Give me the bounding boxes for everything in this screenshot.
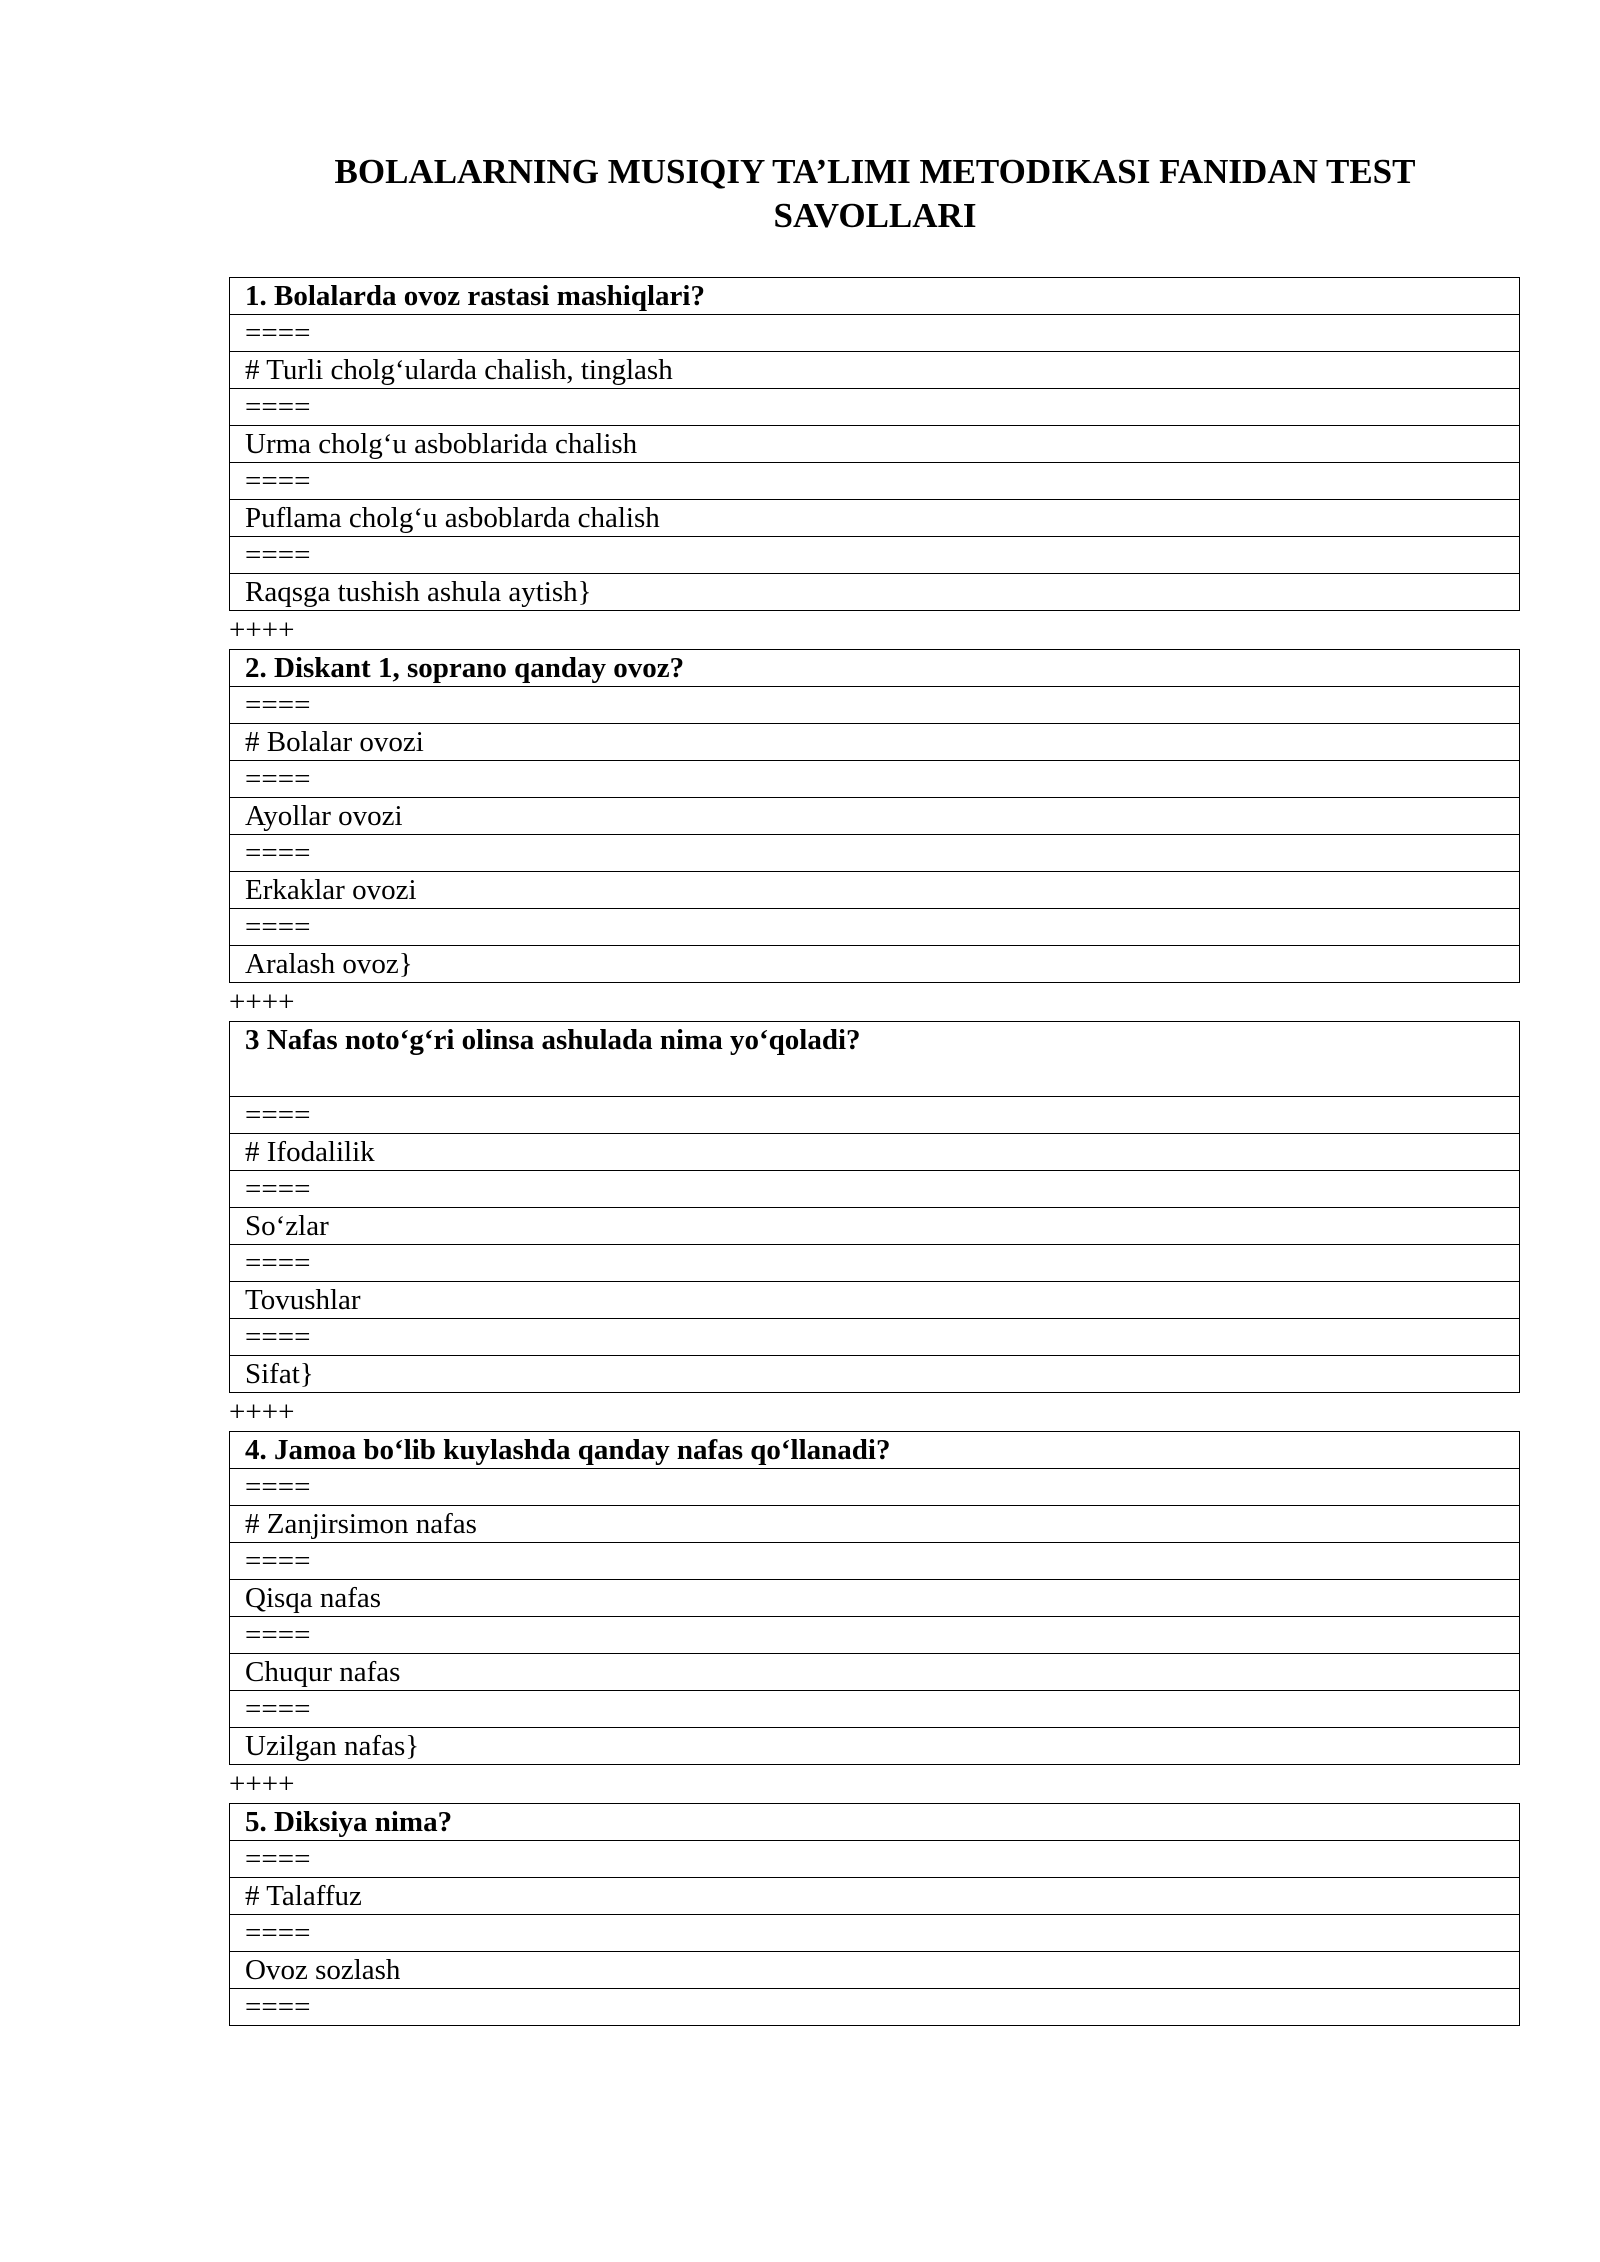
question-text: 4. Jamoa bo‘lib kuylashda qanday nafas qo‘llanadi? [230, 1432, 1520, 1469]
page-title: BOLALARNING MUSIQIY TA’LIMI METODIKASI FANIDAN TEST SAVOLLARI [334, 152, 1416, 235]
correct-answer: # Bolalar ovozi [230, 724, 1520, 761]
answer-option: Chuqur nafas [230, 1654, 1520, 1691]
answer-delimiter: ==== [230, 315, 1520, 352]
answer-delimiter: ==== [230, 687, 1520, 724]
answer-option: Urma cholg‘u asboblarida chalish [230, 426, 1520, 463]
answer-delimiter: ==== [230, 1691, 1520, 1728]
answer-delimiter: ==== [230, 1543, 1520, 1580]
correct-answer: # Turli cholg‘ularda chalish, tinglash [230, 352, 1520, 389]
answer-option: Qisqa nafas [230, 1580, 1520, 1617]
answer-delimiter: ==== [230, 1097, 1520, 1134]
question-separator: ++++ [229, 1396, 295, 1428]
answer-option: Erkaklar ovozi [230, 872, 1520, 909]
correct-answer: # Ifodalilik [230, 1134, 1520, 1171]
answer-delimiter: ==== [230, 761, 1520, 798]
answer-delimiter: ==== [230, 835, 1520, 872]
answer-option: Uzilgan nafas} [230, 1728, 1520, 1765]
correct-answer: # Zanjirsimon nafas [230, 1506, 1520, 1543]
answer-option: Raqsga tushish ashula aytish} [230, 574, 1520, 611]
question-text: 5. Diksiya nima? [230, 1804, 1520, 1841]
answer-option: Aralash ovoz} [230, 946, 1520, 983]
answer-delimiter: ==== [230, 1319, 1520, 1356]
question-separator: ++++ [229, 614, 295, 646]
question-block-4 [229, 1431, 1520, 1765]
answer-option: Sifat} [230, 1356, 1520, 1393]
question-separator: ++++ [229, 1768, 295, 1800]
correct-answer: # Talaffuz [230, 1878, 1520, 1915]
answer-option: Ovoz sozlash [230, 1952, 1520, 1989]
question-separator: ++++ [229, 986, 295, 1018]
answer-delimiter: ==== [230, 1989, 1520, 2026]
question-block-5 [229, 1803, 1520, 2026]
answer-delimiter: ==== [230, 463, 1520, 500]
test-questions [229, 277, 1520, 2026]
question-text: 3 Nafas noto‘g‘ri olinsa ashulada nima yo‘qoladi? [230, 1022, 1520, 1097]
question-block-1 [229, 277, 1520, 611]
answer-delimiter: ==== [230, 1171, 1520, 1208]
answer-delimiter: ==== [230, 1841, 1520, 1878]
answer-delimiter: ==== [230, 537, 1520, 574]
answer-option: Ayollar ovozi [230, 798, 1520, 835]
answer-delimiter: ==== [230, 1245, 1520, 1282]
answer-delimiter: ==== [230, 1469, 1520, 1506]
question-block-3 [229, 1021, 1520, 1393]
answer-delimiter: ==== [230, 909, 1520, 946]
answer-delimiter: ==== [230, 389, 1520, 426]
answer-option: Puflama cholg‘u asboblarda chalish [230, 500, 1520, 537]
answer-option: Tovushlar [230, 1282, 1520, 1319]
answer-delimiter: ==== [230, 1915, 1520, 1952]
answer-option: So‘zlar [230, 1208, 1520, 1245]
question-block-2 [229, 649, 1520, 983]
question-text: 2. Diskant 1, soprano qanday ovoz? [230, 650, 1520, 687]
answer-delimiter: ==== [230, 1617, 1520, 1654]
question-text: 1. Bolalarda ovoz rastasi mashiqlari? [230, 278, 1520, 315]
